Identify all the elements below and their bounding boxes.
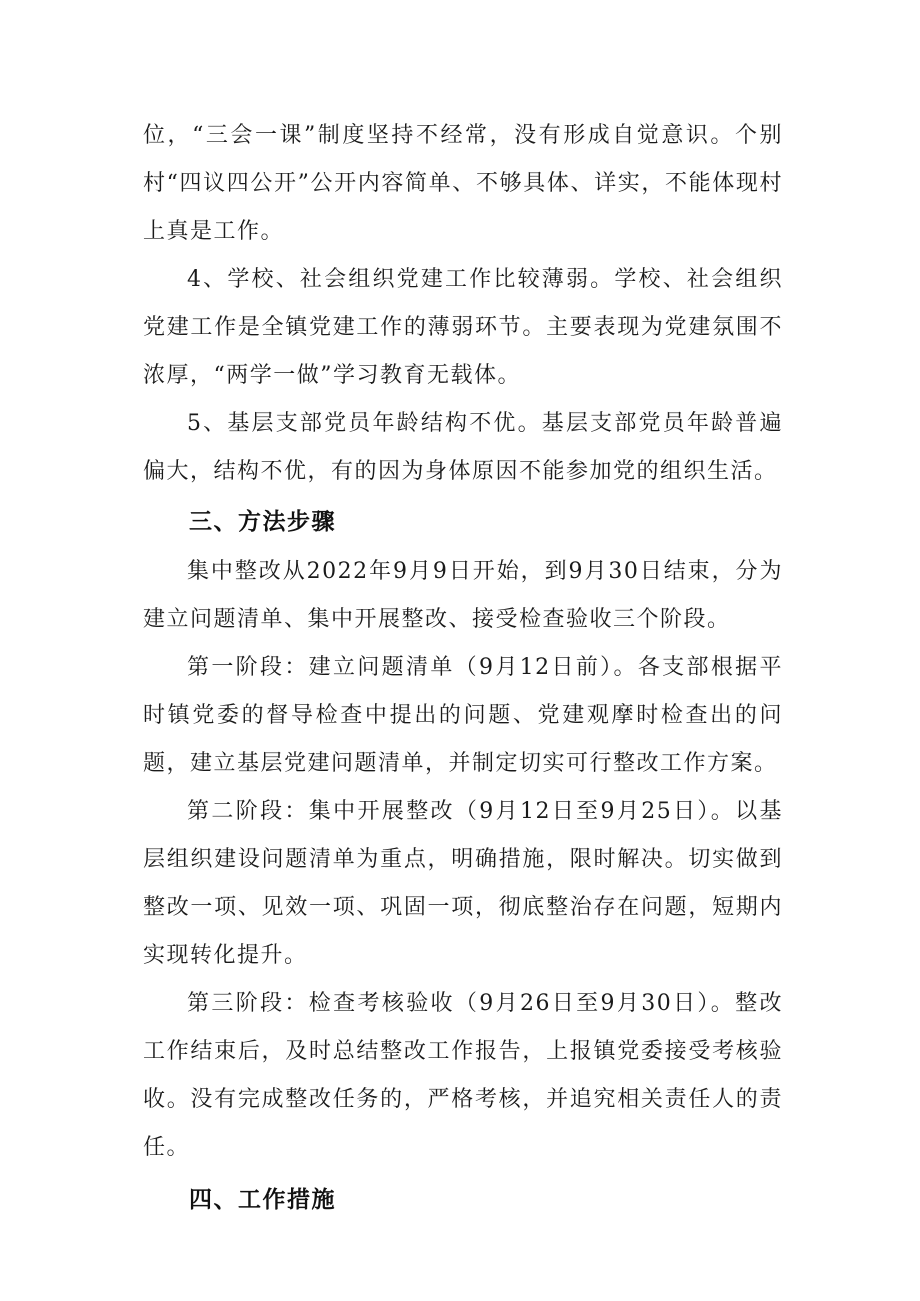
paragraph-stage-three: 第三阶段：检查考核验收（9月26日至9月30日）。整改工作结束后，及时总结整改工作报告，上报镇党委接受考核验收。没有完成整改任务的，严格考核，并追究相关责任人的责任。 (143, 991, 783, 1160)
document-body (143, 112, 783, 1226)
paragraph-continuation: 位，“三会一课”制度坚持不经常，没有形成自觉意识。个别村“四议四公开”公开内容简单、不够具体、详实，不能体现村上真是工作。 (143, 123, 783, 244)
section-heading-methods: 三、方法步骤 (189, 509, 336, 535)
paragraph-stage-one: 第一阶段：建立问题清单（9月12日前）。各支部根据平时镇党委的督导检查中提出的问题、党建观摩时检查出的问题，建立基层党建问题清单，并制定切实可行整改工作方案。 (143, 655, 783, 776)
paragraph-stage-two: 第二阶段：集中开展整改（9月12日至9月25日）。以基层组织建设问题清单为重点，明确措施，限时解决。切实做到整改一项、见效一项、巩固一项，彻底整治存在问题，短期内实现转化提升。 (143, 799, 783, 968)
paragraph-item-4: 4、学校、社会组织党建工作比较薄弱。学校、社会组织党建工作是全镇党建工作的薄弱环节。主要表现为党建氛围不浓厚，“两学一做”学习教育无载体。 (143, 267, 783, 388)
paragraph-item-5: 5、基层支部党员年龄结构不优。基层支部党员年龄普遍偏大，结构不优，有的因为身体原因不能参加党的组织生活。 (143, 411, 783, 484)
paragraph-schedule: 集中整改从2022年9月9日开始，到9月30日结束，分为建立问题清单、集中开展整改、接受检查验收三个阶段。 (143, 559, 783, 632)
section-heading-measures: 四、工作措施 (189, 1187, 336, 1213)
